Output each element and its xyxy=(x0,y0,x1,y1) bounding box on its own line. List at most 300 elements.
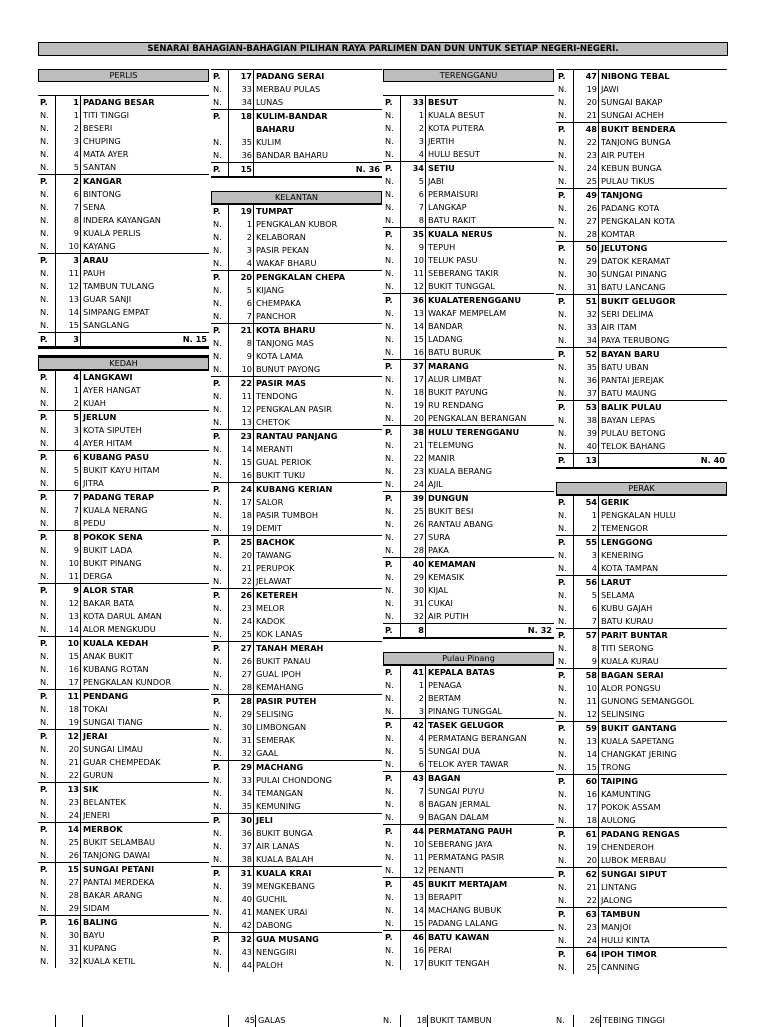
seat-number: 30 xyxy=(55,929,81,942)
state-name: Pulau Pinang xyxy=(442,653,495,663)
parliament-row xyxy=(383,557,554,571)
seat-number: 11 xyxy=(55,570,81,583)
row-prefix: N. xyxy=(558,415,567,425)
seat-number: 7 xyxy=(228,310,254,323)
total-parliament-count: 13 xyxy=(573,454,599,467)
dun-row xyxy=(38,796,209,809)
seat-number: 1 xyxy=(400,679,426,692)
dun-row xyxy=(38,663,209,676)
state-name: KELANTAN xyxy=(274,192,319,202)
row-prefix: N. xyxy=(40,611,49,621)
row-prefix: N. xyxy=(213,137,222,147)
seat-number: 20 xyxy=(573,854,599,867)
row-prefix: N. xyxy=(385,268,394,278)
row-prefix: N. xyxy=(558,802,567,812)
seat-number: 36 xyxy=(228,827,254,840)
row-prefix: N. xyxy=(385,585,394,595)
seat-number: 7 xyxy=(400,785,426,798)
parliament-row xyxy=(38,729,209,743)
dun-row xyxy=(383,692,554,705)
seat-name: BAGAN DALAM xyxy=(428,812,489,822)
dun-row xyxy=(38,557,209,570)
parliament-row xyxy=(38,862,209,876)
dun-row xyxy=(211,668,382,681)
dun-row xyxy=(38,929,209,942)
parliament-row xyxy=(211,694,382,708)
dun-row xyxy=(38,384,209,397)
seat-number: 21 xyxy=(573,109,599,122)
seat-name: KUBANG ROTAN xyxy=(83,664,149,674)
parliament-row xyxy=(383,161,554,175)
seat-name: WAKAF MEMPELAM xyxy=(428,308,507,318)
row-prefix: P. xyxy=(213,272,221,282)
row-prefix: N. xyxy=(385,945,394,955)
dun-row xyxy=(38,756,209,769)
row-prefix: P. xyxy=(40,334,48,344)
seat-number: 24 xyxy=(228,615,254,628)
seat-name: ARAU xyxy=(83,255,109,265)
seat-number: 11 xyxy=(573,695,599,708)
row-prefix: N. xyxy=(40,810,49,820)
seat-name: SENA xyxy=(83,202,106,212)
dun-row xyxy=(383,745,554,758)
seat-number: 10 xyxy=(55,557,81,570)
dun-row xyxy=(556,841,727,854)
seat-number: 19 xyxy=(55,716,81,729)
seat-number: 14 xyxy=(400,320,426,333)
row-prefix: P. xyxy=(385,295,393,305)
row-prefix: N. xyxy=(213,947,222,957)
seat-name: BUKIT BUNGA xyxy=(256,828,313,838)
row-prefix: N. xyxy=(385,374,394,384)
seat-number: 13 xyxy=(573,735,599,748)
dun-row xyxy=(211,350,382,363)
dun-row xyxy=(211,96,382,109)
dun-row xyxy=(38,544,209,557)
row-prefix: N. xyxy=(558,922,567,932)
row-prefix: N. xyxy=(40,281,49,291)
seat-name: AIR ITAM xyxy=(601,322,637,332)
seat-name: AYER HANGAT xyxy=(83,385,141,395)
parliament-row xyxy=(383,227,554,241)
dun-row xyxy=(383,811,554,824)
seat-number: 23 xyxy=(400,465,426,478)
row-prefix: N. xyxy=(558,935,567,945)
parliament-row xyxy=(556,535,727,549)
seat-name: POKOK SENA xyxy=(83,532,143,542)
dun-row xyxy=(556,894,727,907)
parliament-row xyxy=(211,109,382,123)
dun-row xyxy=(556,96,727,109)
row-prefix: N. xyxy=(558,176,567,186)
seat-number: 32 xyxy=(400,610,426,623)
seat-number: 25 xyxy=(400,505,426,518)
seat-name: GALAS xyxy=(258,1015,286,1025)
seat-number: 17 xyxy=(228,496,254,509)
dun-row xyxy=(556,642,727,655)
row-prefix: N. xyxy=(213,801,222,811)
seat-name: PAUH xyxy=(83,268,106,278)
seat-number: 22 xyxy=(55,769,81,782)
seat-name: BATU RAKIT xyxy=(428,215,476,225)
row-prefix: N. xyxy=(385,572,394,582)
parliament-row xyxy=(556,774,727,788)
seat-name: KUALA BERANG xyxy=(428,466,492,476)
dun-row xyxy=(556,615,727,628)
seat-number: 42 xyxy=(400,719,426,732)
seat-number: 4 xyxy=(400,732,426,745)
seat-number: 18 xyxy=(400,386,426,399)
row-prefix: N. xyxy=(558,603,567,613)
seat-number: 27 xyxy=(400,531,426,544)
row-prefix: N. xyxy=(558,110,567,120)
row-prefix: N. xyxy=(40,162,49,172)
row-prefix: N. xyxy=(213,550,222,560)
row-prefix: N. xyxy=(213,709,222,719)
seat-number: 31 xyxy=(228,734,254,747)
row-prefix: P. xyxy=(558,124,566,134)
seat-number: 30 xyxy=(228,814,254,827)
seat-number xyxy=(55,1015,83,1027)
divider xyxy=(38,347,209,357)
row-prefix xyxy=(38,1015,55,1027)
seat-number: 12 xyxy=(55,280,81,293)
seat-name: PINANG TUNGGAL xyxy=(428,706,503,716)
state-total-row xyxy=(211,162,382,177)
seat-name: BUKIT LADA xyxy=(83,545,133,555)
seat-number: 27 xyxy=(228,668,254,681)
dun-row xyxy=(38,437,209,450)
dun-row xyxy=(556,854,727,867)
seat-name: BAHARU xyxy=(256,124,295,134)
row-prefix: N. xyxy=(40,478,49,488)
dun-row xyxy=(383,465,554,478)
seat-name: KEMASIK xyxy=(428,572,465,582)
dun-row xyxy=(556,682,727,695)
seat-number: 31 xyxy=(573,281,599,294)
seat-name: PENGKALAN PASIR xyxy=(256,404,332,414)
row-prefix: P. xyxy=(213,590,221,600)
row-prefix: N. xyxy=(385,413,394,423)
row-prefix: N. xyxy=(213,219,222,229)
row-prefix: N. xyxy=(40,664,49,674)
seat-number: 17 xyxy=(228,70,254,83)
seat-number: 4 xyxy=(55,437,81,450)
seat-number: 26 xyxy=(573,1015,601,1027)
row-prefix: N. xyxy=(385,598,394,608)
seat-name: MACHANG xyxy=(256,762,304,772)
seat-name: JALONG xyxy=(601,895,633,905)
seat-number: 5 xyxy=(228,284,254,297)
dun-row xyxy=(383,518,554,531)
seat-name: LADANG xyxy=(428,334,463,344)
seat-name: TRONG xyxy=(601,762,631,772)
seat-name: TAIPING xyxy=(601,776,638,786)
seat-number: 9 xyxy=(400,811,426,824)
row-prefix: P. xyxy=(558,829,566,839)
parliament-row xyxy=(211,204,382,218)
row-prefix: N. xyxy=(558,282,567,292)
row-prefix: P. xyxy=(385,826,393,836)
seat-number: 37 xyxy=(573,387,599,400)
seat-number: 27 xyxy=(573,215,599,228)
dun-row xyxy=(556,814,727,827)
row-prefix: N. xyxy=(213,298,222,308)
seat-number: 10 xyxy=(228,363,254,376)
seat-name: MENGKEBANG xyxy=(256,881,315,891)
dun-row xyxy=(383,214,554,227)
parliament-row xyxy=(383,665,554,679)
row-prefix: N. xyxy=(385,189,394,199)
seat-number: 51 xyxy=(573,295,599,308)
total-parliament-count: 8 xyxy=(400,624,426,637)
parliament-row xyxy=(38,450,209,464)
dun-row xyxy=(383,373,554,386)
state-header xyxy=(211,191,382,204)
parliament-row xyxy=(211,641,382,655)
dun-row xyxy=(556,748,727,761)
state-total-row xyxy=(38,332,209,347)
seat-name: BAYAN BARU xyxy=(601,349,660,359)
row-prefix: N. xyxy=(40,704,49,714)
seat-name: AIR PUTIH xyxy=(428,611,469,621)
seat-name: SELISING xyxy=(256,709,294,719)
row-prefix: P. xyxy=(558,869,566,879)
seat-number: 49 xyxy=(573,189,599,202)
dun-row xyxy=(556,562,727,575)
seat-number: 28 xyxy=(228,681,254,694)
dun-row xyxy=(383,531,554,544)
dun-row xyxy=(383,399,554,412)
dun-row xyxy=(211,257,382,270)
seat-name: LANGKAWI xyxy=(83,372,133,382)
seat-name: KOTA LAMA xyxy=(256,351,303,361)
seat-number: 13 xyxy=(400,307,426,320)
dun-row xyxy=(383,109,554,122)
seat-number: 55 xyxy=(573,536,599,549)
dun-row xyxy=(556,387,727,400)
seat-number: 37 xyxy=(228,840,254,853)
seat-number: 11 xyxy=(228,390,254,403)
seat-number: 9 xyxy=(55,227,81,240)
row-prefix: N. xyxy=(213,960,222,970)
row-prefix: N. xyxy=(213,735,222,745)
row-prefix: N. xyxy=(385,680,394,690)
seat-number: 23 xyxy=(228,602,254,615)
seat-number: 9 xyxy=(55,544,81,557)
seat-number: 15 xyxy=(400,917,426,930)
dun-row xyxy=(556,202,727,215)
seat-number: 4 xyxy=(400,148,426,161)
seat-name: MANJOI xyxy=(601,922,632,932)
dun-row xyxy=(556,921,727,934)
seat-number: 7 xyxy=(400,201,426,214)
row-prefix: N. xyxy=(558,510,567,520)
seat-number: 35 xyxy=(228,136,254,149)
seat-number: 61 xyxy=(573,828,599,841)
row-prefix: N. xyxy=(558,842,567,852)
seat-name: KUBANG KERIAN xyxy=(256,484,333,494)
dun-row xyxy=(38,703,209,716)
seat-number: 16 xyxy=(55,663,81,676)
row-prefix: P. xyxy=(558,497,566,507)
dun-row xyxy=(383,135,554,148)
seat-name: DATOK KERAMAT xyxy=(601,256,671,266)
seat-name: GUNONG SEMANGGOL xyxy=(601,696,694,706)
column-pulau-pinang-perak xyxy=(556,69,727,974)
dun-row xyxy=(38,610,209,623)
row-prefix: N. xyxy=(558,269,567,279)
dun-row xyxy=(383,944,554,957)
seat-name: TANJONG DAWAI xyxy=(83,850,150,860)
row-prefix: P. xyxy=(558,776,566,786)
seat-name: KUALA SAPETANG xyxy=(601,736,675,746)
row-prefix: N. xyxy=(40,558,49,568)
row-prefix: N. xyxy=(385,242,394,252)
row-prefix: N. xyxy=(213,338,222,348)
seat-number: 52 xyxy=(573,348,599,361)
seat-name: KUALA NERUS xyxy=(428,229,493,239)
seat-number: 25 xyxy=(573,961,599,974)
dun-row xyxy=(556,788,727,801)
dun-row xyxy=(211,509,382,522)
seat-number: 3 xyxy=(55,254,81,267)
row-prefix: N. xyxy=(40,228,49,238)
row-prefix: N. xyxy=(213,907,222,917)
footer-row xyxy=(556,1015,665,1027)
seat-name: DERGA xyxy=(83,571,113,581)
seat-number: 24 xyxy=(55,809,81,822)
dun-row xyxy=(211,774,382,787)
seat-name: BUKIT TAMBUN xyxy=(430,1015,492,1025)
seat-name: LUNAS xyxy=(256,97,284,107)
seat-number: 16 xyxy=(228,469,254,482)
footer-row xyxy=(38,1015,85,1027)
row-prefix: P. xyxy=(213,643,221,653)
footer-row xyxy=(383,1015,492,1027)
seat-name: KAMUNTING xyxy=(601,789,651,799)
dun-row xyxy=(556,334,727,347)
seat-number: 30 xyxy=(228,721,254,734)
seat-name: SETIU xyxy=(428,163,455,173)
seat-name: LUBOK MERBAU xyxy=(601,855,667,865)
state-name: KEDAH xyxy=(109,358,138,368)
seat-name: TEPUH xyxy=(428,242,456,252)
parliament-row xyxy=(556,241,727,255)
seat-name: DEMIT xyxy=(256,523,282,533)
row-prefix: N. xyxy=(385,149,394,159)
seat-number: 12 xyxy=(55,597,81,610)
row-prefix: N. xyxy=(385,453,394,463)
row-prefix: N. xyxy=(40,136,49,146)
dun-row xyxy=(383,439,554,452)
seat-name: KULIM-BANDAR xyxy=(256,111,328,121)
dun-row xyxy=(211,747,382,760)
row-prefix: N. xyxy=(385,176,394,186)
seat-name: PENGKALAN BERANGAN xyxy=(428,413,527,423)
seat-name: PENANTI xyxy=(428,865,464,875)
seat-name: SUNGAI DUA xyxy=(428,746,481,756)
seat-number: 6 xyxy=(55,188,81,201)
footer-continuation xyxy=(0,1015,768,1027)
seat-name: TANJONG BUNGA xyxy=(601,137,671,147)
row-prefix: N. xyxy=(213,576,222,586)
seat-name: ALOR PONGSU xyxy=(601,683,661,693)
seat-name: SIDAM xyxy=(83,903,110,913)
seat-name: KENERING xyxy=(601,550,644,560)
row-prefix: N. xyxy=(40,850,49,860)
dun-row xyxy=(211,800,382,813)
seat-name: PASIR TUMBOH xyxy=(256,510,319,520)
row-prefix: N. xyxy=(213,656,222,666)
dun-row xyxy=(383,679,554,692)
row-prefix: N. xyxy=(213,364,222,374)
seat-number: 8 xyxy=(55,517,81,530)
seat-name: PASIR MAS xyxy=(256,378,307,388)
row-prefix: P. xyxy=(558,296,566,306)
row-prefix: N. xyxy=(40,320,49,330)
dun-row xyxy=(38,227,209,240)
seat-name: KEMAHANG xyxy=(256,682,304,692)
row-prefix: N. xyxy=(385,387,394,397)
seat-name: KUPANG xyxy=(83,943,117,953)
seat-name: SUNGAI PETANI xyxy=(83,864,155,874)
seat-number: 16 xyxy=(55,916,81,929)
row-prefix: N. xyxy=(213,391,222,401)
seat-number: 20 xyxy=(400,412,426,425)
seat-name: SELAMA xyxy=(601,590,635,600)
seat-name: SERI DELIMA xyxy=(601,309,654,319)
seat-number: 29 xyxy=(228,761,254,774)
dun-row xyxy=(211,681,382,694)
dun-row xyxy=(211,149,382,162)
seat-number xyxy=(228,123,254,136)
row-prefix: N. xyxy=(213,457,222,467)
row-prefix: N. xyxy=(213,748,222,758)
seat-number: 19 xyxy=(228,205,254,218)
seat-number: 8 xyxy=(55,531,81,544)
seat-name: TANAH MERAH xyxy=(256,643,324,653)
row-prefix: N. xyxy=(213,470,222,480)
seat-number: 29 xyxy=(573,255,599,268)
seat-name: PEDU xyxy=(83,518,106,528)
seat-name: KOK LANAS xyxy=(256,629,303,639)
row-prefix: N. xyxy=(213,497,222,507)
seat-name: BAYU xyxy=(83,930,105,940)
dun-row xyxy=(556,427,727,440)
parliament-row xyxy=(556,668,727,682)
seat-number: 33 xyxy=(400,96,426,109)
seat-number: 27 xyxy=(228,642,254,655)
seat-name: BATU BURUK xyxy=(428,347,481,357)
seat-number: 30 xyxy=(573,268,599,281)
parliament-row xyxy=(211,535,382,549)
dun-row xyxy=(211,522,382,535)
row-prefix: P. xyxy=(40,412,48,422)
parliament-row xyxy=(211,270,382,284)
total-parliament-count: 3 xyxy=(55,333,81,346)
seat-number: 8 xyxy=(55,214,81,227)
row-prefix: N. xyxy=(558,962,567,972)
row-prefix: N. xyxy=(558,256,567,266)
seat-number: 3 xyxy=(573,549,599,562)
seat-number: 56 xyxy=(573,576,599,589)
seat-name: GURUN xyxy=(83,770,114,780)
seat-name: BELANTEK xyxy=(83,797,126,807)
dun-row xyxy=(38,109,209,122)
spacer xyxy=(38,82,209,95)
seat-number: 14 xyxy=(228,443,254,456)
